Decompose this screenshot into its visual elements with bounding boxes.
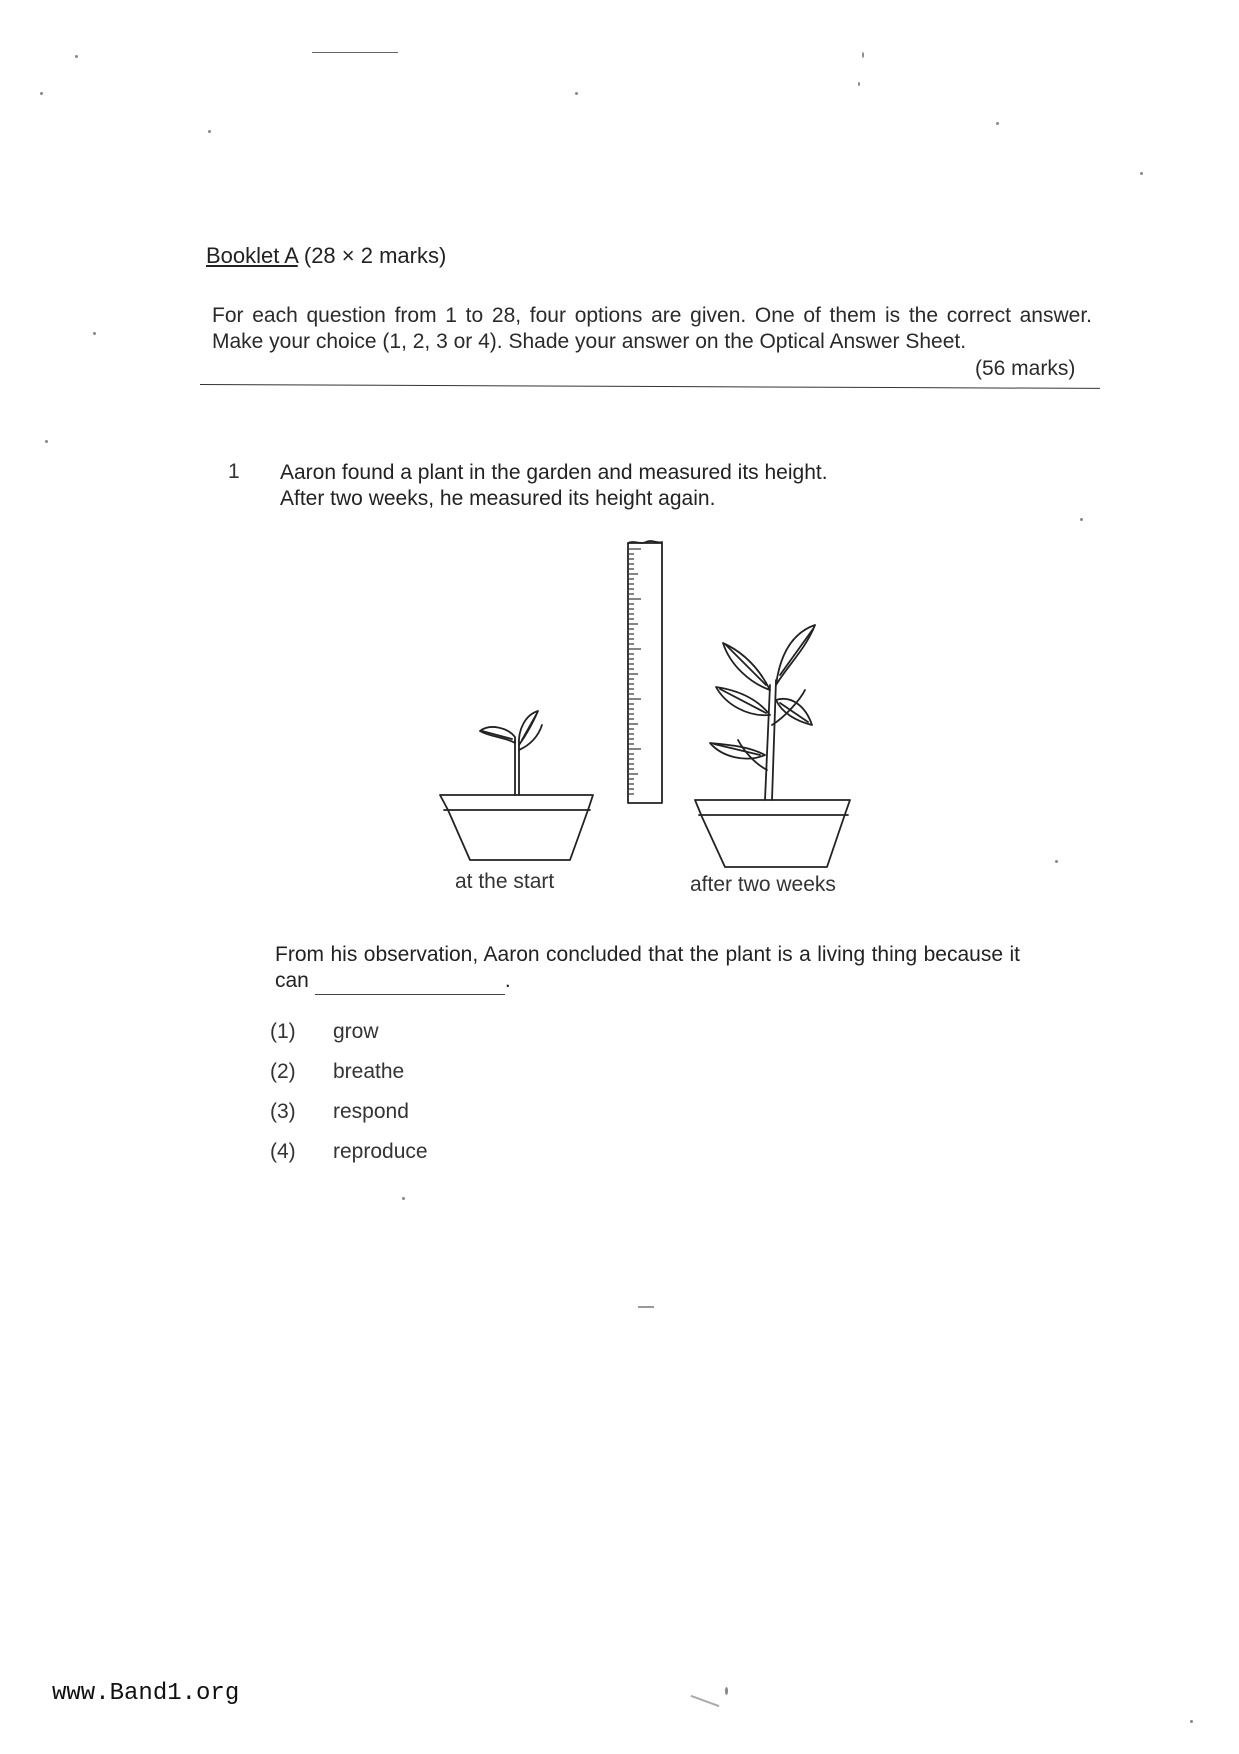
scan-artifact-dash [312, 52, 398, 53]
ruler-ticks [629, 549, 641, 794]
scan-speck [208, 130, 211, 133]
scan-speck [575, 92, 578, 95]
option-text: grow [333, 1020, 379, 1043]
option-text: reproduce [333, 1140, 428, 1163]
question-prompt [275, 942, 1020, 995]
instructions-marks: (56 marks) [975, 357, 1076, 380]
question-prompt-end: . [504, 969, 511, 992]
option-text: breathe [333, 1060, 405, 1083]
instructions-text: For each question from 1 to 28, four options are given. One of them is the correct answer. Make your choice (1, 2, 3 or 4). Shade your answer on the Optical Answer Sheet. [212, 304, 1092, 353]
booklet-title: Booklet A [206, 243, 298, 268]
answer-blank [315, 968, 505, 995]
option-number: (2) [270, 1060, 296, 1083]
scan-speck [45, 440, 48, 443]
scan-speck [862, 52, 864, 58]
option-number: (4) [270, 1140, 296, 1163]
scan-speck [1055, 860, 1058, 863]
option-number: (1) [270, 1020, 296, 1043]
scan-speck [725, 1687, 728, 1695]
scan-speck [75, 55, 78, 58]
caption-at-the-start: at the start [455, 870, 555, 893]
pot-start [440, 795, 593, 860]
section-divider [200, 384, 1100, 389]
scan-speck [1080, 518, 1083, 521]
question-prompt-text: From his observation, Aaron concluded that the plant is a living thing because it can [275, 943, 1020, 992]
question-stem-line-2: After two weeks, he measured its height again. [280, 487, 716, 510]
scan-speck [40, 92, 43, 95]
scan-speck [691, 1695, 720, 1707]
caption-after-two-weeks: after two weeks [690, 873, 836, 896]
scan-speck [996, 122, 999, 125]
option-number: (3) [270, 1100, 296, 1123]
option-text: respond [333, 1100, 409, 1123]
scan-speck [402, 1197, 405, 1200]
scan-speck [1190, 1720, 1193, 1723]
scan-speck [858, 82, 860, 86]
booklet-marks: (28 × 2 marks) [303, 243, 447, 268]
question-stem [280, 460, 828, 512]
footer-url[interactable]: www.Band1.org [52, 1680, 240, 1707]
seedling-start [480, 711, 542, 795]
question-number: 1 [228, 460, 240, 483]
pot-after [695, 800, 850, 867]
scan-speck [638, 1306, 654, 1308]
booklet-heading [206, 243, 446, 269]
plant-after [710, 625, 815, 800]
question-stem-line-1: Aaron found a plant in the garden and measured its height. [280, 461, 828, 484]
scan-speck [93, 332, 96, 335]
plant-growth-figure [420, 525, 880, 905]
scan-speck [1140, 172, 1143, 175]
